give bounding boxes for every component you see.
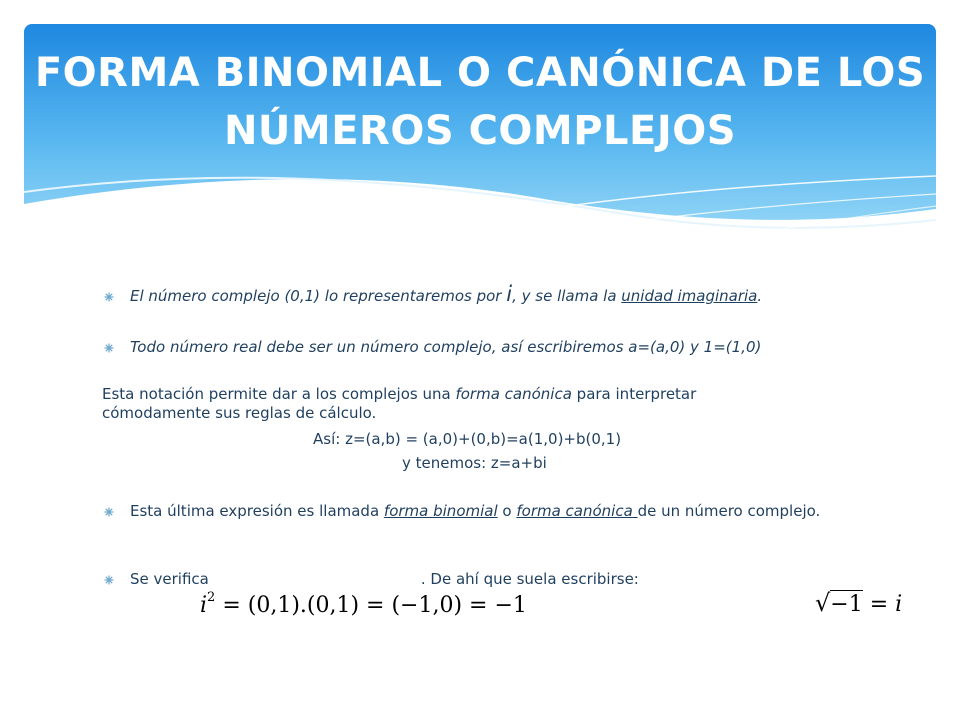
bullet3-text-2: o (497, 502, 517, 520)
asterisk-bullet-icon (102, 570, 116, 589)
paragraph-text-2: para interpretar cómodamente sus reglas de cálculo. (102, 385, 697, 422)
bullet2-text: Todo número real debe ser un número complejo, así escribiremos a=(a,0) y 1=(1,0) (130, 338, 762, 356)
bullet-item-imaginary-unit (102, 282, 862, 306)
asterisk-bullet-icon (102, 287, 116, 306)
bullet4-text-1: Se verifica (130, 570, 209, 588)
equation-line-2: y tenemos: z=a+bi (402, 454, 547, 472)
forma-canonica-link: forma canónica (516, 502, 638, 520)
formula-sqrt-minus-one (815, 590, 902, 618)
sqrt-radical-icon: √ (815, 589, 831, 617)
forma-canonica-emphasis: forma canónica (455, 385, 572, 403)
formula1-exponent: 2 (207, 590, 216, 605)
asterisk-bullet-icon (102, 338, 116, 357)
bullet-item-real-numbers (102, 338, 862, 357)
formula1-rest: = (0,1).(0,1) = (−1,0) = −1 (215, 593, 527, 618)
slide-title: FORMA BINOMIAL O CANÓNICA DE LOS NÚMEROS COMPLEJOS (34, 50, 926, 154)
unidad-imaginaria-link: unidad imaginaria (621, 287, 758, 305)
asterisk-bullet-icon (102, 502, 116, 521)
paragraph-text-1: Esta notación permite dar a los complejos una (102, 385, 456, 403)
bullet-item-binomial-form (102, 502, 822, 521)
formula2-result: i (895, 592, 903, 617)
bullet1-text-3: . (757, 287, 763, 305)
canonical-form-paragraph (102, 385, 782, 423)
forma-binomial-link: forma binomial (383, 502, 498, 520)
equation-line-1: Así: z=(a,b) = (a,0)+(0,b)=a(1,0)+b(0,1) (313, 430, 622, 448)
formula1-base: i (200, 593, 208, 618)
formula-i-squared (200, 585, 527, 619)
bullet1-text-2: , y se llama la (512, 287, 622, 305)
formula2-equals: = (862, 592, 896, 617)
bullet3-text-1: Esta última expresión es llamada (130, 502, 384, 520)
bullet3-text-3: de un número complejo. (637, 502, 821, 520)
title-banner (24, 24, 936, 240)
bullet1-text-1: El número complejo (0,1) lo representaremos por (130, 287, 507, 305)
bullet4-text-2: . De ahí que suela escribirse: (420, 570, 639, 588)
formula2-radicand: −1 (830, 592, 863, 617)
imaginary-i-symbol: i (506, 282, 513, 306)
